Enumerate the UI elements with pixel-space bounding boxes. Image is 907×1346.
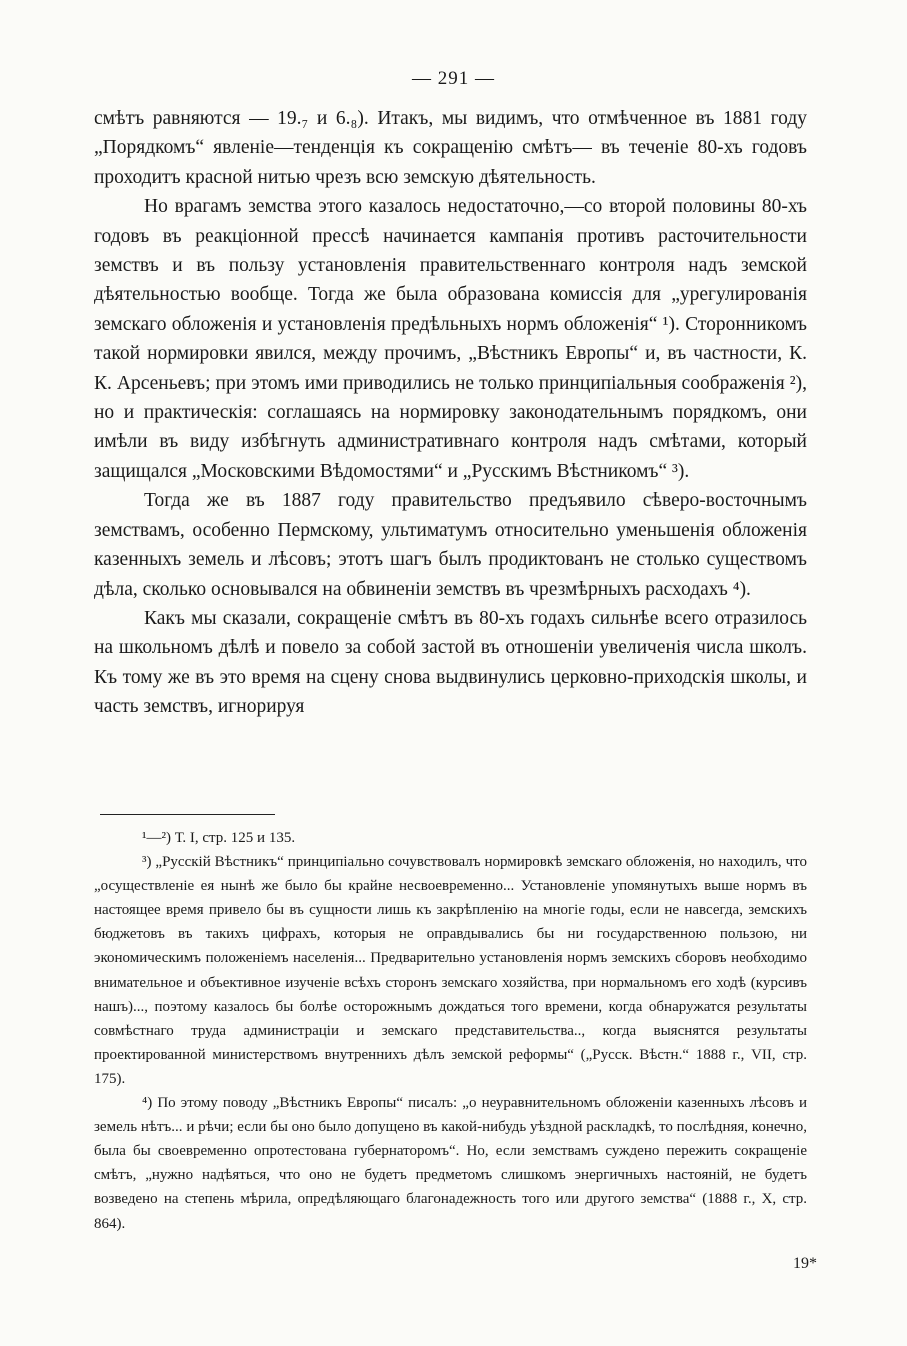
footnote: ³) „Русскій Вѣстникъ“ принципіально сочувствовалъ нормировкѣ земскаго обложенія, но находилъ, что „осуществленіе ея нынѣ же было бы крайне несвоевременно... Установленіе упомянутыхъ выше нормъ въ настоящее время привело бы въ сущности лишь къ закрѣпленію на многіе годы, если не навсегда, земскихъ бюджетовъ въ такихъ цифрахъ, которыя не оправдывались бы ни государственною пользою, ни экономическимъ положеніемъ населенія... Предварительно установленія нормъ земскихъ сборовъ необходимо внимательное и объективное изученіе всѣхъ сторонъ земскаго хозяйства, при нормальномъ его ходѣ (курсивъ нашъ)..., поэтому казалось бы болѣе осторожнымъ дождаться того времени, когда обнаружатся результаты совмѣстнаго труда администраціи и земскаго представительства.., когда выяснятся результаты проектированной министерствомъ внутреннихъ дѣлъ земской реформы“ („Русск. Вѣстн.“ 1888 г., VII, стр. 175).	[94, 854, 807, 1087]
paragraph-continuation: смѣтъ равняются — 19.₇ и 6.₈). Итакъ, мы видимъ, что отмѣченное въ 1881 году „Порядкомъ“ явленіе—тенденція къ сокращенію смѣтъ— въ теченіе 80-хъ годовъ проходитъ красной нитью чрезъ всю земскую дѣятельность.	[94, 108, 807, 188]
printer-signature-mark: 19*	[793, 1255, 817, 1272]
main-text	[94, 104, 807, 722]
paragraph: Тогда же въ 1887 году правительство предъявило сѣверо-восточнымъ земствамъ, особенно Пермскому, ультиматумъ относительно уменьшенія обложенія казенныхъ земель и лѣсовъ; этотъ шагъ былъ продиктованъ не столько существомъ дѣла, сколько основывался на обвиненіи земствъ въ чрезмѣрныхъ расходахъ ⁴).	[94, 490, 807, 600]
footnote-divider	[100, 814, 275, 815]
paragraph: Какъ мы сказали, сокращеніе смѣтъ въ 80-хъ годахъ сильнѣе всего отразилось на школьномъ дѣлѣ и повело за собой застой въ отношеніи увеличенія числа школъ. Къ тому же въ это время на сцену снова выдвинулись церковно-приходскія школы, и часть земствъ, игнорируя	[94, 607, 807, 718]
paragraph: Но врагамъ земства этого казалось недостаточно,—со второй половины 80-хъ годовъ въ реакціонной прессѣ начинается кампанія противъ расточительности земствъ и въ пользу установленія правительственнаго контроля надъ земской дѣятельностью вообще. Тогда же была образована комиссія для „урегулированія земскаго обложенія и установленія предѣльныхъ нормъ обложенія“ ¹). Сторонникомъ такой нормировки явился, между прочимъ, „Вѣстникъ Европы“ и, въ частности, К. К. Арсеньевъ; при этомъ ими приводились не только принципіальныя соображенія ²), но и практическія: соглашаясь на нормировку законодательнымъ порядкомъ, они имѣли въ виду избѣгнуть административнаго контроля надъ смѣтами, который защищался „Московскими Вѣдомостями“ и „Русскимъ Вѣстникомъ“ ³).	[94, 196, 807, 482]
footnotes	[94, 826, 807, 1236]
footnote: ¹—²) Т. I, стр. 125 и 135.	[142, 830, 296, 846]
page-number: — 291 —	[412, 68, 495, 89]
footnote: ⁴) По этому поводу „Вѣстникъ Европы“ писалъ: „о неуравнительномъ обложеніи казенныхъ лѣсовъ и земель нѣтъ... и рѣчи; если бы оно было допущено въ какой-нибудь уѣздной раскладкѣ, то послѣдняя, конечно, была бы своевременно опротестована губернаторомъ“. Но, если земствамъ суждено пережить сокращеніе смѣтъ, „нужно надѣяться, что оно не будетъ предметомъ слишкомъ энергичныхъ настояній, не будетъ возведено на степень мѣрила, опредѣляющаго благонадежность того или другого земства“ (1888 г., X, стр. 864).	[94, 1095, 807, 1232]
